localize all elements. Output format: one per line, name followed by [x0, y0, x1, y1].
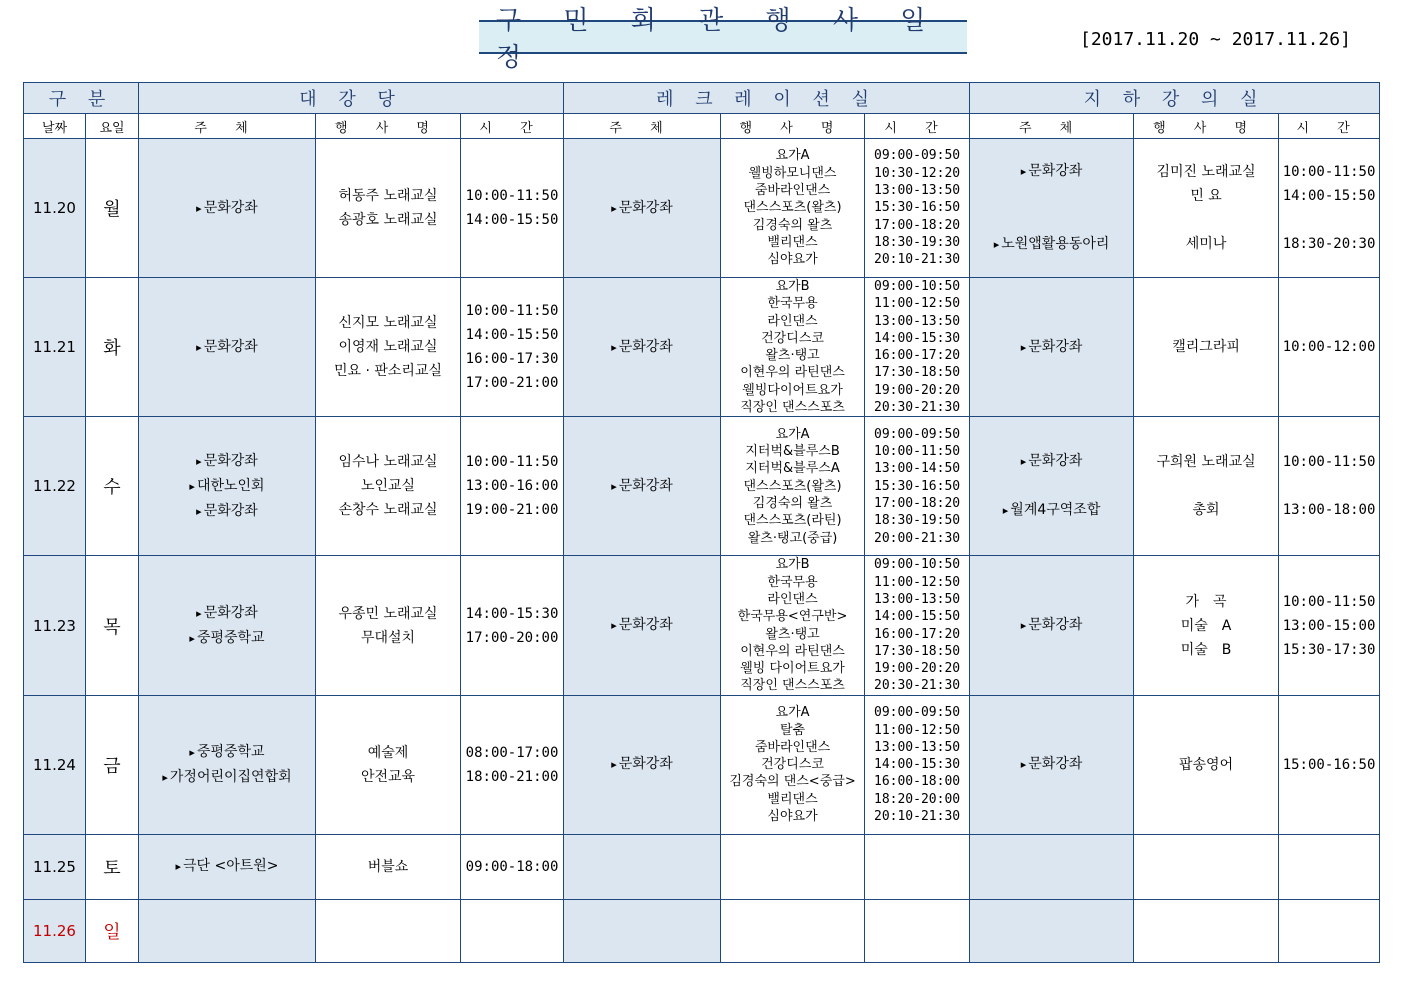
header-base-event: 행 사 명: [1134, 114, 1279, 139]
rec-event-item: 이현우의 라틴댄스: [740, 643, 845, 659]
rec-time-item: 20:00-21:30: [874, 530, 961, 546]
base-host-item: [970, 474, 1133, 498]
header-weekday: 요일: [86, 114, 139, 139]
rec-time-item: 16:00-17:20: [874, 626, 961, 642]
rec-event-item: 왈츠·탱고: [765, 626, 820, 642]
hall-event-cell: [316, 556, 461, 695]
rec-host-cell: [564, 834, 721, 899]
base-host-item: ▸ 문화강좌: [970, 613, 1133, 638]
base-event-item: 세미나: [1185, 236, 1227, 252]
base-event-item: 가 곡: [1185, 593, 1227, 610]
rec-event-item: 지터벅&블루스A: [745, 461, 840, 477]
base-event-cell: [1134, 139, 1279, 278]
hall-host-cell: [139, 556, 316, 695]
hall-time-item: 14:00-15:50: [465, 327, 559, 344]
header-row-sections: [24, 83, 1380, 114]
rec-host-item: ▸ 문화강좌: [564, 752, 720, 777]
hall-host-item: ▸ 중평중학교: [139, 740, 315, 765]
date-cell: 11.21: [24, 278, 86, 417]
table-row: [24, 417, 1380, 556]
rec-event-item: 김경숙의 댄스<중급>: [729, 774, 856, 790]
hall-event-item: 신지모 노래교실: [338, 315, 438, 332]
base-time-item: 10:00-11:50: [1282, 593, 1376, 610]
base-host-item: ▸ 노원앱활용동아리: [970, 232, 1133, 257]
header-hall-time: 시 간: [461, 114, 564, 139]
base-time-item: 13:00-18:00: [1282, 502, 1376, 519]
hall-host-cell: [139, 834, 316, 899]
weekday-cell: 일: [86, 899, 139, 962]
rec-host-cell: [564, 695, 721, 834]
hall-event-item: 허동주 노래교실: [338, 188, 438, 204]
weekday-cell: 수: [86, 417, 139, 556]
rec-event-item: 김경숙의 왈츠: [752, 217, 833, 233]
rec-time-item: 18:30-19:30: [874, 234, 961, 250]
hall-host-cell: [139, 139, 316, 278]
base-time-cell: [1279, 278, 1380, 417]
hall-event-item: 민요 · 판소리교실: [333, 363, 443, 380]
rec-time-item: 10:30-12:20: [874, 165, 961, 181]
weekday-cell: 월: [86, 139, 139, 278]
rec-host-item: ▸ 문화강좌: [564, 474, 720, 499]
rec-time-cell: [865, 278, 970, 417]
header-rec-event: 행 사 명: [721, 114, 865, 139]
rec-time-item: 20:10-21:30: [874, 808, 961, 824]
rec-event-item: 건강디스코: [761, 330, 824, 346]
rec-event-item: 댄스스포츠(왈츠): [743, 478, 842, 494]
date-cell: 11.26: [24, 899, 86, 962]
hall-event-item: 이영재 노래교실: [338, 339, 438, 356]
rec-time-item: 11:00-12:50: [874, 574, 961, 590]
schedule-table: [23, 82, 1380, 963]
rec-time-item: 20:30-21:30: [874, 400, 961, 416]
rec-event-item: 댄스스포츠(라틴): [743, 513, 842, 529]
rec-event-cell: [721, 278, 865, 417]
base-time-item: 14:00-15:50: [1282, 188, 1376, 204]
rec-time-item: 13:00-13:50: [874, 313, 961, 329]
base-host-cell: [970, 417, 1134, 556]
base-event-item: 미술 B: [1180, 641, 1232, 658]
rec-event-item: 댄스스포츠(왈츠): [743, 200, 842, 216]
hall-event-item: 임수나 노래교실: [338, 454, 438, 471]
rec-event-item: 웰빙하모니댄스: [748, 165, 837, 181]
base-host-item: ▸ 문화강좌: [970, 449, 1133, 474]
base-event-cell: [1134, 556, 1279, 695]
rec-event-item: 줌바라인댄스: [754, 739, 831, 755]
rec-host-item: ▸ 문화강좌: [564, 335, 720, 360]
base-event-item: 팝송영어: [1179, 756, 1234, 773]
hall-event-cell: [316, 139, 461, 278]
rec-time-item: 13:00-13:50: [874, 591, 961, 607]
rec-event-cell: [721, 899, 865, 962]
base-host-cell: [970, 834, 1134, 899]
base-time-item: 10:00-12:00: [1282, 339, 1376, 356]
rec-time-item: 10:00-11:50: [874, 444, 961, 460]
hall-host-cell: [139, 899, 316, 962]
hall-host-cell: [139, 417, 316, 556]
rec-time-item: 13:00-14:50: [874, 461, 961, 477]
base-event-item: 구희원 노래교실: [1156, 454, 1256, 471]
table-row: [24, 139, 1380, 278]
hall-time-item: 14:00-15:30: [465, 605, 559, 622]
table-row: [24, 899, 1380, 962]
rec-time-item: 14:00-15:30: [874, 757, 961, 773]
rec-event-cell: [721, 417, 865, 556]
hall-event-item: 송광호 노래교실: [338, 212, 438, 228]
page-title: 구 민 회 관 행 사 일 정: [479, 20, 967, 54]
rec-event-cell: [721, 139, 865, 278]
base-event-item: [1134, 208, 1278, 232]
schedule-body: [24, 139, 1380, 963]
rec-event-item: 한국무용<연구반>: [737, 609, 848, 625]
rec-event-item: 한국무용: [767, 296, 818, 312]
date-cell: 11.20: [24, 139, 86, 278]
base-host-item: ▸ 문화강좌: [970, 159, 1133, 184]
rec-host-cell: [564, 278, 721, 417]
rec-event-item: 왈츠·탱고(중급): [747, 530, 838, 546]
hall-event-item: 버블쇼: [367, 858, 409, 875]
hall-host-item: ▸ 가정어린이집연합회: [139, 765, 315, 790]
hall-time-item: 10:00-11:50: [465, 454, 559, 471]
base-time-item: [1279, 474, 1379, 498]
table-row: [24, 834, 1380, 899]
base-event-item: 총회: [1192, 502, 1220, 519]
header-base-host: 주 체: [970, 114, 1134, 139]
rec-time-cell: [865, 139, 970, 278]
rec-time-item: 15:30-16:50: [874, 200, 961, 216]
base-host-cell: [970, 139, 1134, 278]
base-event-cell: [1134, 278, 1279, 417]
base-host-item: ▸ 월계4구역조합: [970, 498, 1133, 523]
base-host-cell: [970, 695, 1134, 834]
rec-time-item: 15:30-16:50: [874, 478, 961, 494]
hall-host-item: ▸ 문화강좌: [139, 601, 315, 626]
hall-event-item: 무대설치: [360, 629, 416, 646]
hall-time-item: 13:00-16:00: [465, 478, 559, 495]
weekday-cell: 화: [86, 278, 139, 417]
rec-time-item: 20:10-21:30: [874, 252, 961, 268]
rec-time-item: 19:00-20:20: [874, 382, 961, 398]
hall-time-item: 10:00-11:50: [465, 303, 559, 320]
hall-host-item: ▸ 중평중학교: [139, 626, 315, 651]
base-time-item: 13:00-15:00: [1282, 617, 1376, 634]
rec-event-item: 심야요가: [767, 808, 818, 824]
hall-time-cell: [461, 417, 564, 556]
base-event-item: 민 요: [1190, 188, 1222, 204]
rec-time-item: 11:00-12:50: [874, 296, 961, 312]
rec-event-item: 웰빙다이어트요가: [742, 382, 843, 398]
weekday-cell: 금: [86, 695, 139, 834]
hall-host-item: ▸ 문화강좌: [139, 499, 315, 524]
base-host-cell: [970, 899, 1134, 962]
base-event-cell: [1134, 899, 1279, 962]
hall-time-item: 19:00-21:00: [465, 502, 559, 519]
table-row: [24, 278, 1380, 417]
rec-event-item: 라인댄스: [767, 591, 818, 607]
rec-host-cell: [564, 899, 721, 962]
hall-event-item: 노인교실: [360, 478, 416, 495]
rec-event-item: 한국무용: [767, 574, 818, 590]
base-time-cell: [1279, 417, 1380, 556]
base-time-cell: [1279, 695, 1380, 834]
header-rec-time: 시 간: [865, 114, 970, 139]
hall-host-cell: [139, 695, 316, 834]
hall-time-item: 17:00-21:00: [465, 375, 559, 392]
hall-time-cell: [461, 139, 564, 278]
rec-time-cell: [865, 834, 970, 899]
rec-host-cell: [564, 139, 721, 278]
rec-event-cell: [721, 834, 865, 899]
rec-time-item: 18:30-19:50: [874, 513, 961, 529]
base-event-cell: [1134, 695, 1279, 834]
header-rec-host: 주 체: [564, 114, 721, 139]
table-row: [24, 556, 1380, 695]
rec-time-item: 13:00-13:50: [874, 739, 961, 755]
hall-time-item: 17:00-20:00: [465, 629, 559, 646]
rec-event-item: 직장인 댄스스포츠: [740, 678, 845, 694]
hall-time-item: 16:00-17:30: [465, 351, 559, 368]
rec-time-item: 09:00-09:50: [874, 148, 961, 164]
weekday-cell: 목: [86, 556, 139, 695]
rec-time-item: 20:30-21:30: [874, 678, 961, 694]
hall-time-item: 09:00-18:00: [465, 858, 559, 875]
hall-time-cell: [461, 278, 564, 417]
base-event-item: 김미진 노래교실: [1156, 164, 1256, 180]
hall-event-item: 안전교육: [360, 768, 416, 785]
hall-event-cell: [316, 278, 461, 417]
rec-time-cell: [865, 556, 970, 695]
rec-event-item: 요가B: [775, 279, 810, 294]
rec-host-cell: [564, 417, 721, 556]
rec-time-item: 09:00-10:50: [874, 279, 961, 294]
rec-event-item: 지터벅&블루스B: [745, 444, 840, 460]
rec-event-item: 요가B: [775, 557, 810, 573]
rec-time-item: 17:00-18:20: [874, 496, 961, 512]
rec-event-item: 이현우의 라틴댄스: [740, 365, 845, 381]
hall-host-item: ▸ 대한노인회: [139, 474, 315, 499]
rec-time-item: 09:00-09:50: [874, 426, 961, 442]
weekday-cell: 토: [86, 834, 139, 899]
rec-time-item: 17:30-18:50: [874, 365, 961, 381]
hall-time-item: 08:00-17:00: [465, 744, 559, 761]
base-host-item: [970, 208, 1133, 232]
rec-event-cell: [721, 695, 865, 834]
table-row: [24, 695, 1380, 834]
hall-event-cell: [316, 899, 461, 962]
hall-time-cell: [461, 834, 564, 899]
base-time-cell: [1279, 556, 1380, 695]
rec-time-item: 09:00-09:50: [874, 705, 961, 721]
hall-host-item: ▸ 문화강좌: [139, 335, 315, 360]
rec-event-item: 왈츠·탱고: [765, 348, 820, 364]
hall-event-cell: [316, 695, 461, 834]
base-time-item: 15:00-16:50: [1282, 756, 1376, 773]
header-hall-event: 행 사 명: [316, 114, 461, 139]
date-cell: 11.24: [24, 695, 86, 834]
header-category: 구 분: [24, 83, 139, 114]
rec-event-cell: [721, 556, 865, 695]
header-basement-room: 지 하 강 의 실: [970, 83, 1380, 114]
hall-event-item: 우종민 노래교실: [338, 605, 438, 622]
rec-time-item: 17:00-18:20: [874, 217, 961, 233]
rec-time-item: 16:00-18:00: [874, 774, 961, 790]
rec-event-item: 김경숙의 왈츠: [752, 496, 833, 512]
base-host-item: [970, 184, 1133, 208]
base-time-item: 10:00-11:50: [1282, 454, 1376, 471]
rec-event-item: 심야요가: [767, 252, 818, 268]
rec-time-item: 18:20-20:00: [874, 791, 961, 807]
rec-event-item: 건강디스코: [761, 757, 824, 773]
date-cell: 11.22: [24, 417, 86, 556]
header-date: 날짜: [24, 114, 86, 139]
rec-time-item: 16:00-17:20: [874, 348, 961, 364]
date-range: [2017.11.20 ~ 2017.11.26]: [1080, 29, 1351, 50]
rec-event-item: 줌바라인댄스: [754, 183, 831, 199]
rec-time-item: 17:30-18:50: [874, 643, 961, 659]
hall-host-item: ▸ 극단 <아트원>: [139, 854, 315, 879]
base-event-cell: [1134, 417, 1279, 556]
rec-time-item: 13:00-13:50: [874, 183, 961, 199]
hall-time-item: 10:00-11:50: [465, 188, 559, 204]
rec-host-item: ▸ 문화강좌: [564, 613, 720, 638]
hall-time-cell: [461, 556, 564, 695]
rec-host-item: ▸ 문화강좌: [564, 196, 720, 221]
rec-time-item: 19:00-20:20: [874, 661, 961, 677]
hall-time-item: 14:00-15:50: [465, 212, 559, 228]
rec-event-item: 요가A: [775, 426, 810, 442]
base-host-item: ▸ 문화강좌: [970, 335, 1133, 360]
base-event-item: [1134, 474, 1278, 498]
date-cell: 11.25: [24, 834, 86, 899]
rec-time-item: 09:00-10:50: [874, 557, 961, 573]
hall-event-cell: [316, 417, 461, 556]
base-event-cell: [1134, 834, 1279, 899]
base-event-item: 캘리그라피: [1172, 339, 1240, 356]
hall-host-item: ▸ 문화강좌: [139, 196, 315, 221]
header-hall-host: 주 체: [139, 114, 316, 139]
base-time-cell: [1279, 139, 1380, 278]
base-host-item: ▸ 문화강좌: [970, 752, 1133, 777]
base-time-item: 15:30-17:30: [1282, 641, 1376, 658]
base-time-item: [1279, 208, 1379, 232]
rec-time-item: 11:00-12:50: [874, 722, 961, 738]
hall-time-item: 18:00-21:00: [465, 768, 559, 785]
rec-time-item: 14:00-15:50: [874, 609, 961, 625]
rec-event-item: 밸리댄스: [767, 234, 818, 250]
rec-event-item: 웰빙 다이어트요가: [740, 661, 845, 677]
base-time-cell: [1279, 899, 1380, 962]
rec-time-cell: [865, 695, 970, 834]
base-host-cell: [970, 278, 1134, 417]
rec-event-item: 탈춤: [779, 722, 806, 738]
rec-time-cell: [865, 899, 970, 962]
rec-event-item: 요가A: [775, 705, 810, 721]
rec-event-item: 요가A: [775, 148, 810, 164]
base-event-item: 미술 A: [1180, 617, 1232, 634]
hall-event-item: 손창수 노래교실: [338, 502, 438, 519]
base-host-cell: [970, 556, 1134, 695]
rec-event-item: 밸리댄스: [767, 791, 818, 807]
rec-host-cell: [564, 556, 721, 695]
base-time-item: 18:30-20:30: [1282, 236, 1376, 252]
rec-time-cell: [865, 417, 970, 556]
base-time-cell: [1279, 834, 1380, 899]
hall-event-item: 예술제: [367, 744, 409, 761]
header-row-columns: [24, 114, 1380, 139]
hall-event-cell: [316, 834, 461, 899]
header-recreation-room: 레 크 레 이 션 실: [564, 83, 970, 114]
base-time-item: 10:00-11:50: [1282, 164, 1376, 180]
header-base-time: 시 간: [1279, 114, 1380, 139]
hall-time-cell: [461, 899, 564, 962]
header-hall: 대 강 당: [139, 83, 564, 114]
hall-host-cell: [139, 278, 316, 417]
hall-host-item: ▸ 문화강좌: [139, 449, 315, 474]
rec-time-item: 14:00-15:30: [874, 330, 961, 346]
rec-event-item: 라인댄스: [767, 313, 818, 329]
hall-time-cell: [461, 695, 564, 834]
rec-event-item: 직장인 댄스스포츠: [740, 400, 845, 416]
date-cell: 11.23: [24, 556, 86, 695]
